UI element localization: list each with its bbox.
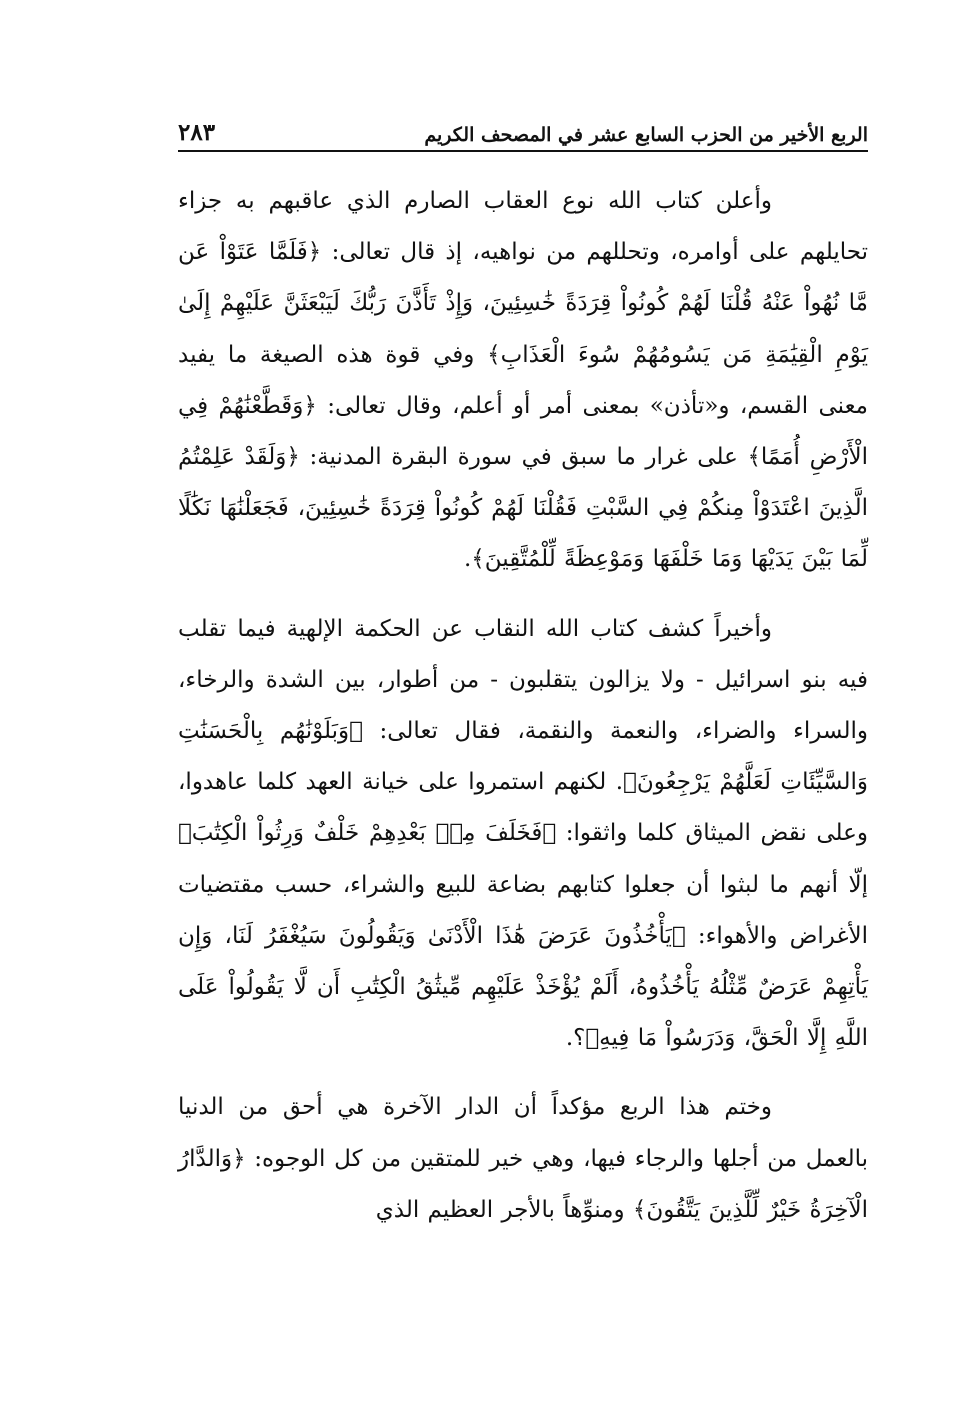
page-header [178, 108, 868, 152]
page-body [178, 176, 868, 1254]
paragraph-2: وأخيراً كشف كتاب الله النقاب عن الحكمة الإلهية فيما تقلب فيه بنو اسرائيل - ولا يزالون يتقلبون - من أطوار، بين الشدة والرخاء، والسراء والضراء، والنعمة والنقمة، فقال تعالى: ﴿وَبَلَوْنَٰهُم بِالْحَسَنَٰتِ وَالسَّيِّئَاتِ لَعَلَّهُمْ يَرْجِعُونَ﴾. لكنهم استمروا على خيانة العهد كلما عاهدوا، وعلى نقض الميثاق كلما واثقوا: ﴿فَخَلَفَ مِنۢ بَعْدِهِمْ خَلْفٌ وَرِثُواْ الْكِتَٰبَ﴾ إلّا أنهم ما لبثوا أن جعلوا كتابهم بضاعة للبيع والشراء، حسب مقتضيات الأغراض والأهواء: ﴿يَأْخُذُونَ عَرَضَ هَٰذَا الْأَدْنَىٰ وَيَقُولُونَ سَيُغْفَرُ لَنَا، وَإِن يَأْتِهِمْ عَرَضٌ مِّثْلُهُ يَأْخُذُوهُ، أَلَمْ يُؤْخَذْ عَلَيْهِم مِّيثَٰقُ الْكِتَٰبِ أَن لَّا يَقُولُواْ عَلَى اللَّهِ إِلَّا الْحَقَّ، وَدَرَسُواْ مَا فِيهِ﴾؟. [178, 615, 868, 1052]
page-number: ٢٨٣ [178, 119, 216, 146]
paragraph-3: وختم هذا الربع مؤكداً أن الدار الآخرة هي أحق من الدنيا بالعمل من أجلها والرجاء فيها، وهي خير للمتقين من كل الوجوه: ﴿وَالدَّارُ الْآخِرَةُ خَيْرٌ لِّلَّذِينَ يَتَّقُونَ﴾ ومنوِّهاً بالأجر العظيم الذي [178, 1094, 868, 1223]
paragraph-1: وأعلن كتاب الله نوع العقاب الصارم الذي عاقبهم به جزاء تحايلهم على أوامره، وتحللهم من نواهيه، إذ قال تعالى: ﴿فَلَمَّا عَتَوْاْ عَن مَّا نُهُواْ عَنْهُ قُلْنَا لَهُمْ كُونُواْ قِرَدَةً خَٰسِئِينَ، وَإِذْ تَأَذَّنَ رَبُّكَ لَيَبْعَثَنَّ عَلَيْهِمْ إِلَىٰ يَوْمِ الْقِيَٰمَةِ مَن يَسُومُهُمْ سُوءَ الْعَذَابِ﴾ وفي قوة هذه الصيغة ما يفيد معنى القسم، و«تأذن» بمعنى أمر أو أعلم، وقال تعالى: ﴿وَقَطَّعْنَٰهُمْ فِي الْأَرْضِ أُمَمًا﴾ على غرار ما سبق في سورة البقرة المدنية: ﴿وَلَقَدْ عَلِمْتُمُ الَّذِينَ اعْتَدَوْاْ مِنكُمْ فِي السَّبْتِ فَقُلْنَا لَهُمْ كُونُواْ قِرَدَةً خَٰسِئِينَ، فَجَعَلْنَٰهَا نَكَٰلًا لِّمَا بَيْنَ يَدَيْهَا وَمَا خَلْفَهَا وَمَوْعِظَةً لِّلْمُتَّقِينَ﴾. [178, 188, 868, 573]
running-title: الربع الأخير من الحزب السابع عشر في المصحف الكريم [424, 124, 868, 146]
